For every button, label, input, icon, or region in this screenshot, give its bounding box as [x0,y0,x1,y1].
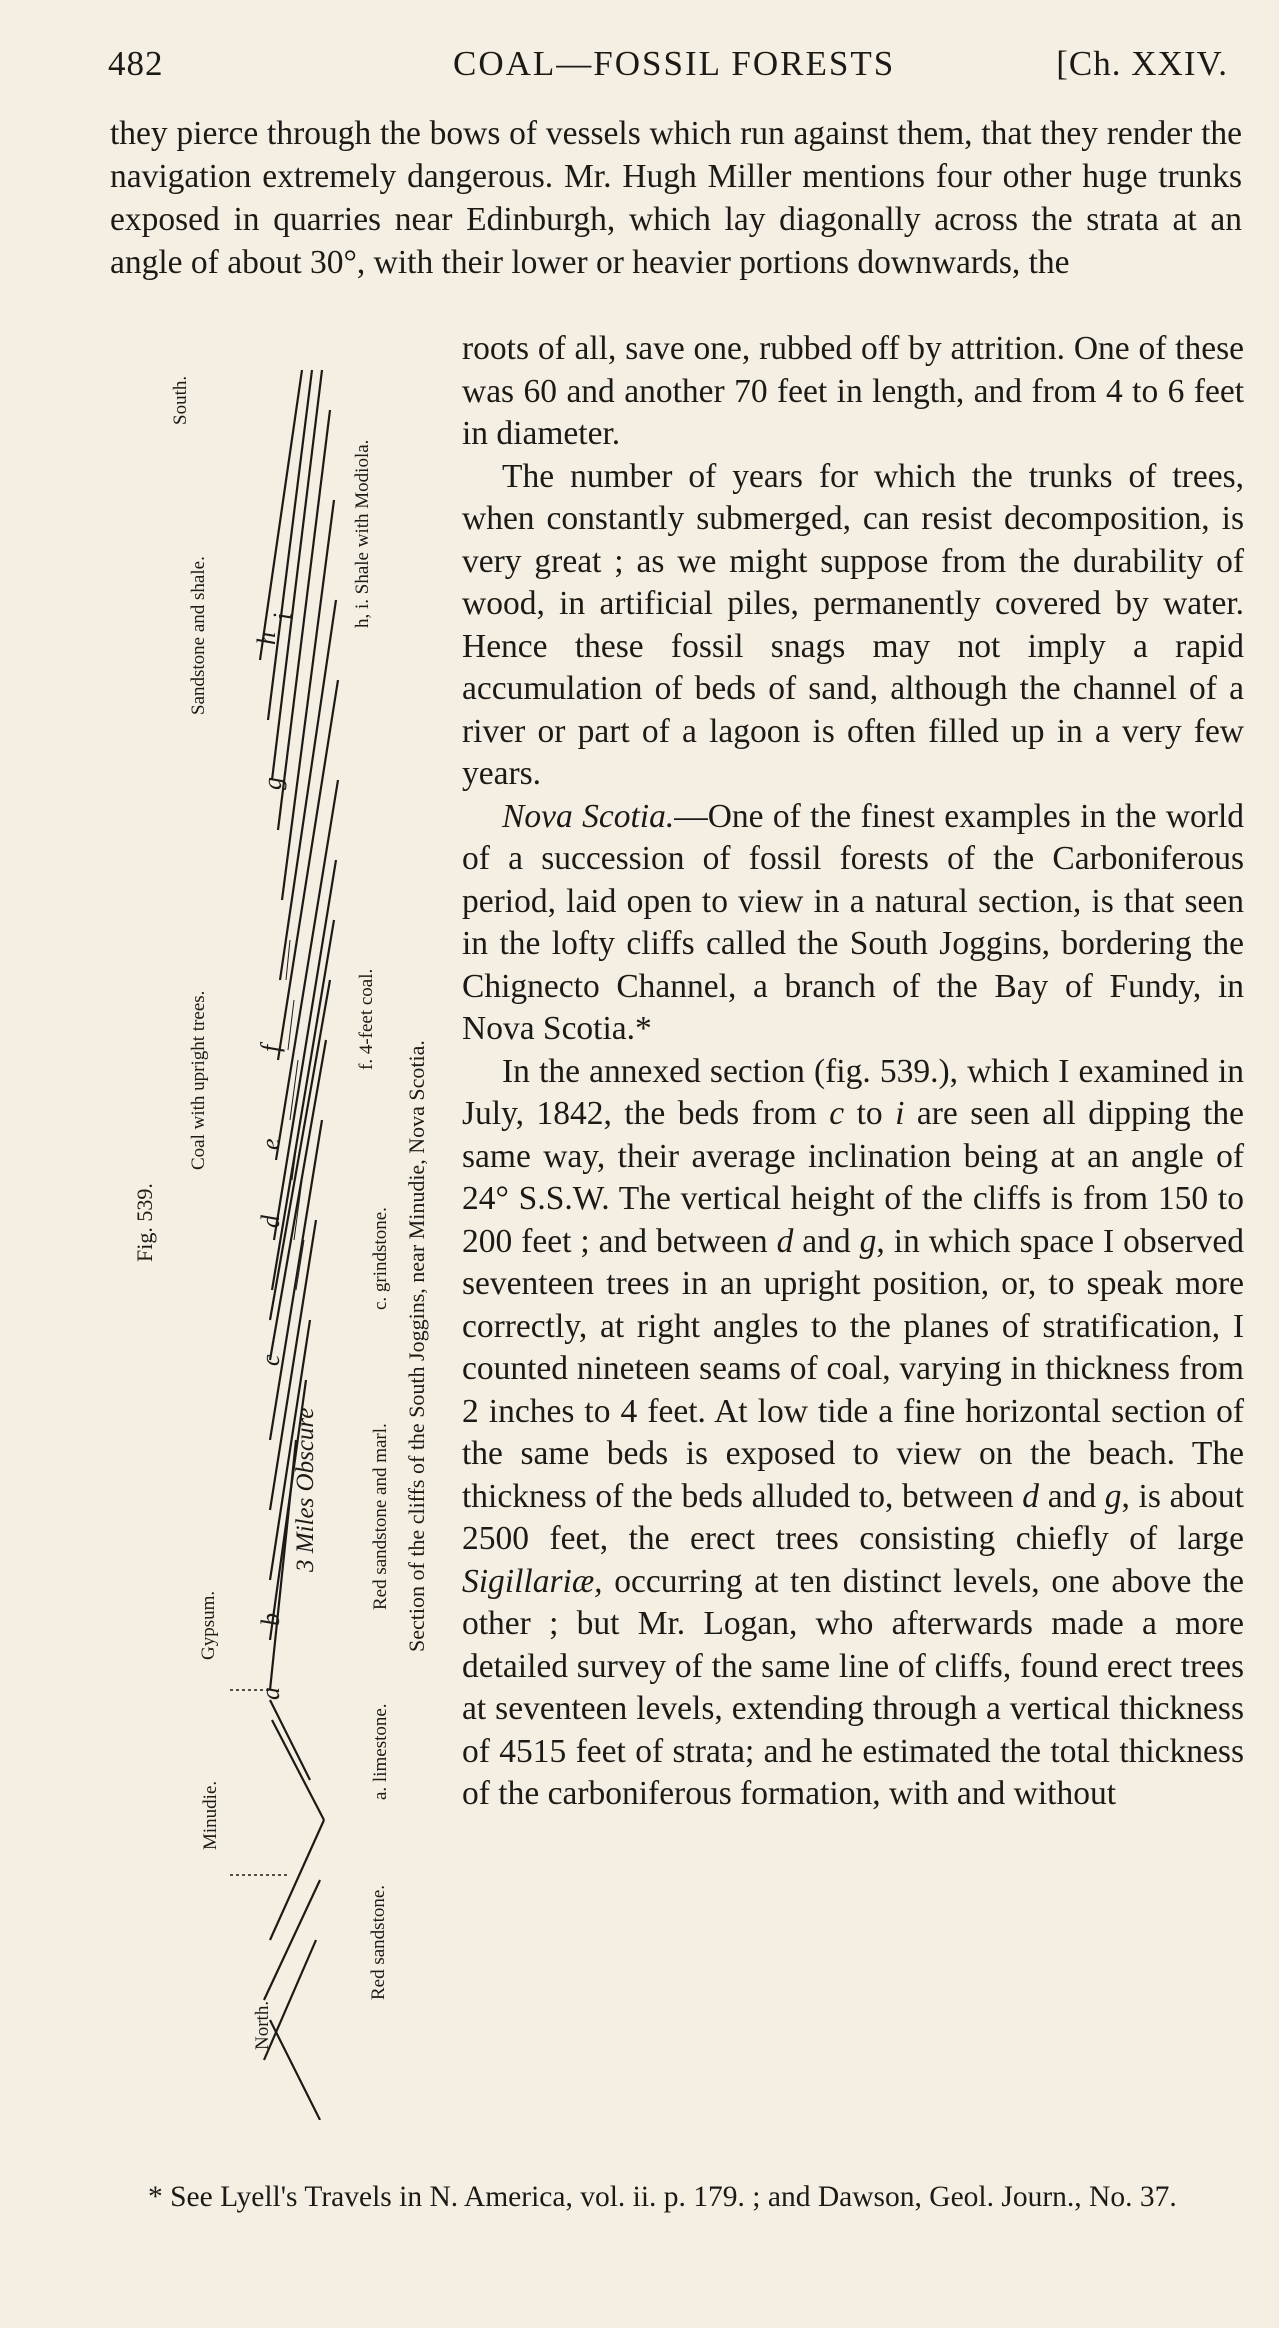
label-red-sandstone-marl: Red sandstone and marl. [370,1423,391,1610]
running-title: COAL—FOSSIL FORESTS [453,44,896,83]
stratum-line [272,370,322,780]
label-limestone: a. limestone. [370,1703,391,1800]
chapter-label: [Ch. XXIV. [1056,44,1228,83]
bed-letter-b: b [256,1613,285,1626]
paragraph-annexed-section [462,1051,1244,1816]
text-run: and [793,1222,860,1260]
bed-letter-e: e [256,1138,285,1150]
stratum-line [270,1440,296,1690]
label-north: North. [252,2000,273,2050]
bed-letter-d: d [256,1215,285,1228]
label-minudie: Minudie. [200,1780,221,1850]
text-run: In the annexed section (fig. 539.), which I examined in July, 1842, the beds from [462,1052,1244,1132]
running-header [108,44,1228,94]
stratum-line [270,2020,320,2120]
label-red-sandstone: Red sandstone. [368,1884,389,2000]
label-gypsum: Gypsum. [198,1590,219,1660]
stratum-line [276,780,338,1160]
nova-scotia-text: —One of the finest examples in the world of a succession of fossil forests of the Carboniferous period, laid open to view in a natural section, is that seen in the lofty cliffs called the South Joggins, bordering the Chignecto Channel, a branch of the Bay of Fundy, in Nova Scotia.* [462,797,1245,1047]
stratum-line [270,1700,310,1780]
level-markers [230,1690,290,1875]
stratum-line [270,980,330,1320]
bed-ref: g [859,1222,877,1260]
strata-lines [260,370,338,2120]
nova-scotia-heading: Nova Scotia. [502,797,675,835]
text-run: , in which space I observed seventeen trees in an upright position, or, to speak more correctly, at right angles to the planes of stratification, I counted nineteen seams of coal, varying in thickness from 2 inches to 4 feet. At low tide a fine horizontal section of the same beds is exposed to view on the beach. The thickness of the beds alluded to, between [462,1222,1245,1515]
text-column [462,328,1244,1816]
stratum-line [264,1940,316,2060]
bed-ref: i [895,1095,905,1132]
bed-letter-c: c [256,1354,285,1366]
stratum-line [274,860,336,1240]
bed-letter-i: i [268,612,297,620]
figure-caption: Section of the cliffs of the South Joggins, near Minudie, Nova Scotia. [404,1040,429,1652]
bed-ref: d [776,1222,794,1260]
text-run: to [844,1095,896,1132]
text-run: are seen all dipping the same way, their average inclination being at an angle of 24° S.S.W. The vertical height of the cliffs is from 150 to 200 feet ; and between [462,1095,1244,1260]
paragraph-nova-scotia [462,796,1244,1051]
label-coal-upright-trees: Coal with upright trees. [188,990,209,1170]
label-shale-modiola: h, i. Shale with Modiola. [352,439,373,628]
label-sandstone-shale: Sandstone and shale. [188,556,209,715]
stratum-line [282,500,334,900]
stratum-line [278,410,330,830]
label-4-feet-coal: f. 4-feet coal. [356,968,377,1070]
intro-paragraph: they pierce through the bows of vessels which run against them, that they render the navigation extremely dangerous. Mr. Hugh Miller mentions four other huge trunks exposed in quarries near Edinburgh, which lay diagonally across the strata at an angle of about 30°, with their lower or heavier portions downwards, the [110,115,1242,281]
text-run: , is about 2500 feet, the erect trees consisting chiefly of large [462,1477,1244,1557]
bed-ref: c [829,1095,845,1132]
bed-letter-a: a [256,1687,285,1700]
text-run: and [1039,1477,1105,1515]
bed-ref: d [1022,1477,1040,1515]
page-number: 482 [108,44,164,83]
figure-number: Fig. 539. [132,1183,157,1262]
bed-ref: g [1104,1477,1122,1515]
paragraph-roots: roots of all, save one, rubbed off by attrition. One of these was 60 and another 70 feet in length, and from 4 to 6 feet in diameter. [462,330,1244,452]
paragraph-decomposition: The number of years for which the trunks of trees, when constantly submerged, can resist decomposition, is very great ; as we might suppose from the durability of wood, in artificial piles, permanently covered by water. Hence these fossil snags may not imply a rapid accumulation of beds of sand, although the channel of a river or part of a lagoon is often filled up in a very few years. [462,457,1244,792]
stratum-line [264,1880,320,2000]
label-south: South. [170,375,191,425]
bed-letter-f: f [256,1044,285,1052]
bed-letter-h: h [252,632,281,645]
stratum-line [270,1320,310,1580]
section-diagram [230,360,370,2120]
sigillariae-term: Sigillariæ, [462,1562,603,1600]
obscure-label: 3 Miles Obscure [292,1407,319,1572]
bed-letter-g: g [258,777,287,790]
stratum-line [280,600,336,980]
label-grindstone: c. grindstone. [370,1207,391,1310]
text-run: occurring at ten distinct levels, one above the other ; but Mr. Logan, who afterwards made a more detailed survey of the same line of cliffs, found erect trees at seventeen levels, extending through a vertical thickness of 4515 feet of strata; and he estimated the total thickness of the carboniferous formation, with and without [462,1562,1244,1812]
stratum-line [270,1820,324,1940]
footnote: * See Lyell's Travels in N. America, vol. ii. p. 179. ; and Dawson, Geol. Journ., No. 37. [148,2181,1177,2213]
stratum-line [272,1720,324,1820]
stratum-line [268,370,312,720]
